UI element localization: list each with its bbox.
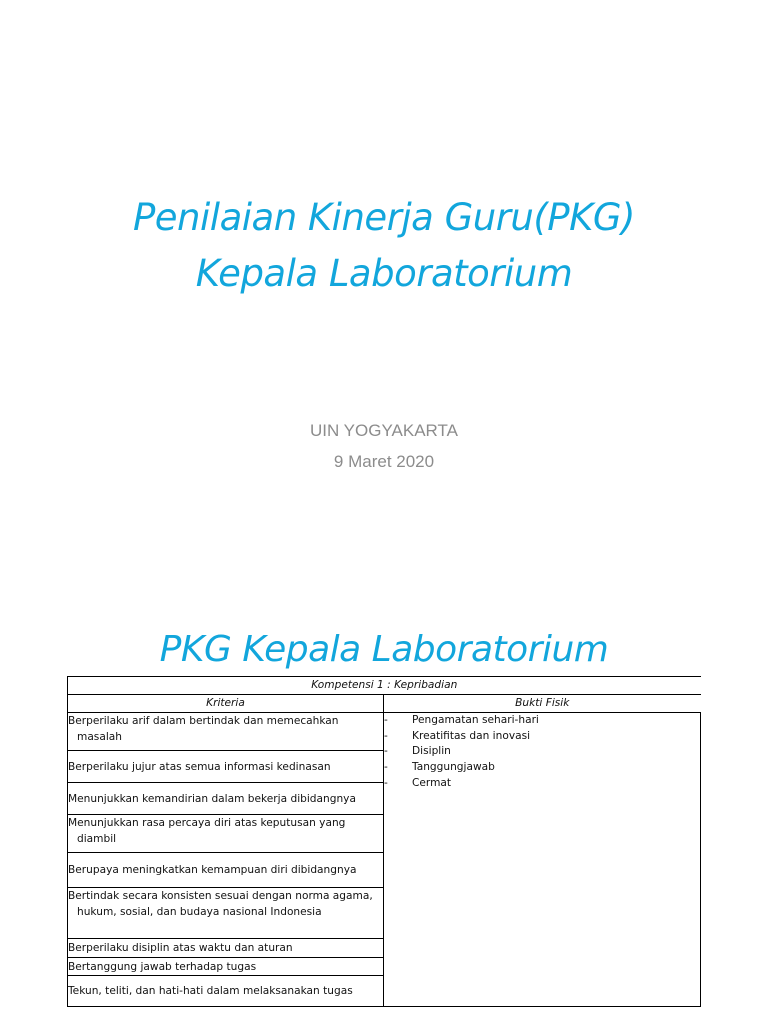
competency-table <box>67 676 701 1007</box>
list-item <box>384 713 700 729</box>
list-item <box>384 744 700 760</box>
criteria-cell <box>68 939 384 958</box>
evidence-text: Kreatifitas dan inovasi <box>412 729 531 742</box>
criteria-cell <box>68 958 384 976</box>
slide-title-line-2: Kepala Laboratorium <box>195 252 573 295</box>
evidence-column-header: Bukti Fisik <box>384 695 701 713</box>
criteria-text: Berperilaku disiplin atas waktu dan aturan <box>68 942 293 954</box>
criteria-text: Berperilaku arif dalam bertindak dan memecahkan masalah <box>68 715 339 743</box>
criteria-cell <box>68 853 384 888</box>
list-item <box>384 776 700 792</box>
evidence-text: Cermat <box>412 776 452 789</box>
list-dash: - <box>384 776 388 789</box>
criteria-text: Tekun, teliti, dan hati-hati dalam melaksanakan tugas <box>68 985 353 997</box>
slide-title <box>0 190 768 302</box>
list-dash: - <box>384 729 388 742</box>
second-slide-title: PKG Kepala Laboratorium <box>159 629 609 670</box>
list-item <box>384 729 700 745</box>
criteria-text: Bertindak secara konsisten sesuai dengan norma agama, hukum, sosial, dan budaya nasional Indonesia <box>68 890 373 918</box>
criteria-column-header: Kriteria <box>68 695 384 713</box>
list-dash: - <box>384 761 388 774</box>
competency-header: Kompetensi 1 : Kepribadian <box>68 677 701 695</box>
list-dash: - <box>384 745 388 758</box>
criteria-cell <box>68 713 384 751</box>
criteria-text: Menunjukkan kemandirian dalam bekerja dibidangnya <box>68 792 356 805</box>
criteria-text: Berupaya meningkatkan kemampuan diri dibidangnya <box>68 864 357 876</box>
column-header-row <box>68 695 701 713</box>
criteria-cell <box>68 783 384 815</box>
evidence-list <box>384 713 700 792</box>
list-dash: - <box>384 714 388 726</box>
evidence-text: Disiplin <box>412 745 451 758</box>
criteria-cell <box>68 815 384 853</box>
list-item <box>384 760 700 776</box>
criteria-text: Berperilaku jujur atas semua informasi kedinasan <box>68 760 331 773</box>
evidence-cell <box>384 713 701 1007</box>
criteria-cell <box>68 976 384 1007</box>
competency-header-row <box>68 677 701 695</box>
evidence-text: Pengamatan sehari-hari <box>412 714 539 726</box>
presentation-date: 9 Maret 2020 <box>333 452 435 471</box>
criteria-text: Menunjukkan rasa percaya diri atas keputusan yang diambil <box>68 817 346 845</box>
institution-name: UIN YOGYAKARTA <box>309 421 458 440</box>
evidence-text: Tanggungjawab <box>412 761 495 774</box>
criteria-cell <box>68 751 384 783</box>
criteria-cell <box>68 888 384 939</box>
slide-subtitle <box>0 415 768 477</box>
criteria-text: Bertanggung jawab terhadap tugas <box>68 961 257 973</box>
slide-title-line-1: Penilaian Kinerja Guru(PKG) <box>132 196 635 239</box>
table-row <box>68 713 701 751</box>
